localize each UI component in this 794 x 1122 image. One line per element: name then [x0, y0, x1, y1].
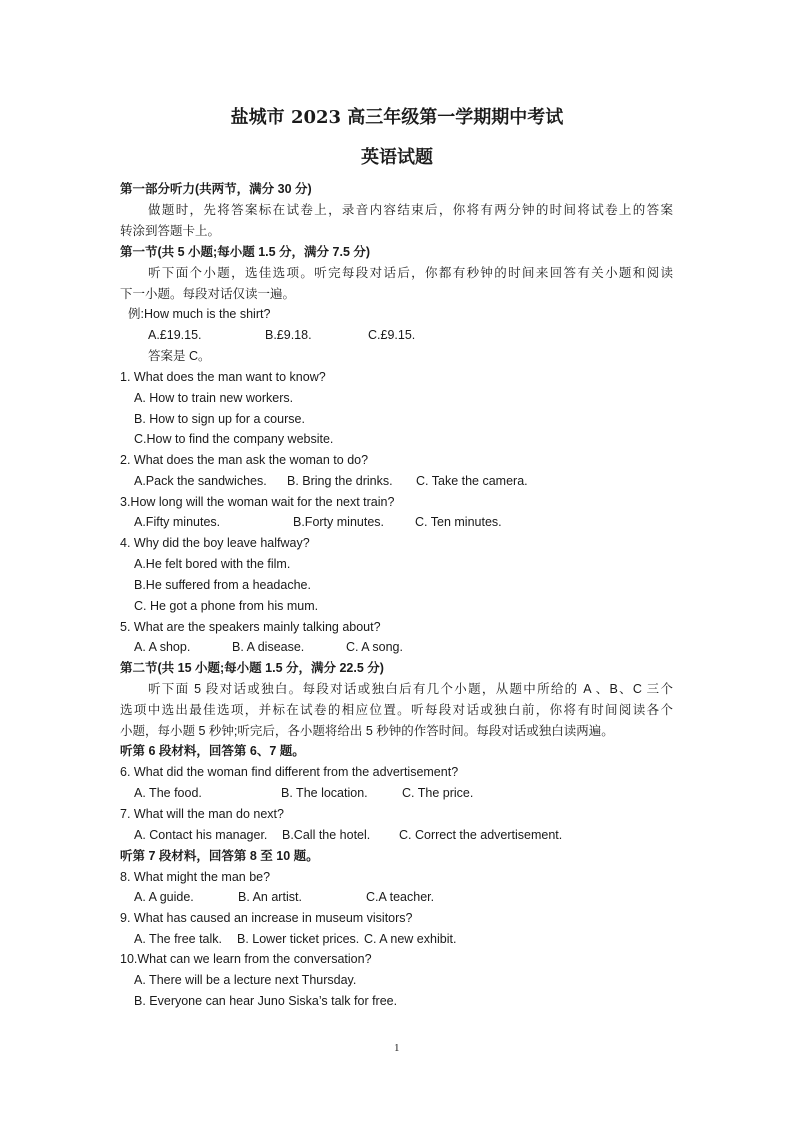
question-text: 2. What does the man ask the woman to do? [120, 453, 369, 467]
section1-instruction-line: 下一小题。每段对话仅读一遍。 [120, 287, 296, 301]
example-option: B.£9.18. [265, 328, 312, 342]
example-answer: 答案是 C。 [148, 349, 211, 363]
option-a: A. Contact his manager. [134, 828, 268, 842]
question-text: 3.How long will the woman wait for the next train? [120, 495, 395, 509]
option-c: C.How to find the company website. [134, 432, 334, 446]
option-b: B.Call the hotel. [282, 828, 371, 842]
example-question: 例:How much is the shirt? [128, 307, 271, 321]
material-heading: 听第 7 段材料，回答第 8 至 10 题。 [120, 849, 319, 863]
option-c: C. A new exhibit. [364, 932, 457, 946]
question-text: 8. What might the man be? [120, 870, 271, 884]
option-c: C. He got a phone from his mum. [134, 599, 319, 613]
option-b: B. Lower ticket prices. [237, 932, 360, 946]
option-c: C. Take the camera. [416, 474, 528, 488]
option-b: B. A disease. [232, 640, 305, 654]
exam-subtitle: 英语试题 [361, 147, 433, 168]
option-b: B.He suffered from a headache. [134, 578, 311, 592]
section1-heading: 第一节(共 5 小题;每小题 1.5 分，满分 7.5 分) [120, 245, 371, 259]
option-a: A. The food. [134, 786, 202, 800]
option-b: B. Everyone can hear Juno Siska’s talk for free. [134, 994, 398, 1008]
option-b: B.Forty minutes. [293, 515, 384, 529]
option-c: C.A teacher. [366, 890, 435, 904]
section2-instruction-line: 小题，每小题 5 秒钟;听完后，各小题将给出 5 秒钟的作答时间。每段对话或独白读两遍。 [120, 724, 614, 738]
option-b: B. How to sign up for a course. [134, 412, 305, 426]
part1-heading: 第一部分听力(共两节，满分 30 分) [120, 182, 312, 196]
page-number: 1 [394, 1042, 400, 1054]
option-b: B. An artist. [238, 890, 302, 904]
question-text: 6. What did the woman find different from the advertisement? [120, 765, 459, 779]
option-c: C. Correct the advertisement. [399, 828, 563, 842]
option-c: C. A song. [346, 640, 403, 654]
part1-instruction-line: 转涂到答题卡上。 [120, 224, 221, 238]
section2-instruction-line: 选项中选出最佳选项，并标在试卷的相应位置。听每段对话或独白前，你将有时间阅读各个 [120, 703, 673, 717]
example-option: A.£19.15. [148, 328, 202, 342]
material-heading: 听第 6 段材料，回答第 6、7 题。 [120, 744, 305, 758]
question-text: 5. What are the speakers mainly talking about? [120, 620, 381, 634]
section2-heading: 第二节(共 15 小题;每小题 1.5 分，满分 22.5 分) [120, 661, 384, 675]
option-a: A. There will be a lecture next Thursday. [134, 973, 357, 987]
option-b: B. Bring the drinks. [287, 474, 393, 488]
section2-instruction-line: 听下面 5 段对话或独白。每段对话或独白后有几个小题，从题中所给的 A 、B、C 三个 [148, 682, 673, 696]
option-a: A.Fifty minutes. [134, 515, 221, 529]
option-a: A. A shop. [134, 640, 191, 654]
exam-title: 盐城市 2023 高三年级第一学期期中考试 [230, 107, 564, 128]
option-a: A. The free talk. [134, 932, 223, 946]
question-text: 7. What will the man do next? [120, 807, 284, 821]
option-c: C. Ten minutes. [415, 515, 502, 529]
option-a: A. How to train new workers. [134, 391, 294, 405]
option-a: A.Pack the sandwiches. [134, 474, 267, 488]
example-option: C.£9.15. [368, 328, 416, 342]
question-text: 1. What does the man want to know? [120, 370, 326, 384]
question-text: 9. What has caused an increase in museum visitors? [120, 911, 413, 925]
option-a: A. A guide. [134, 890, 194, 904]
section1-instruction-line: 听下面个小题，选佳选项。听完每段对话后，你都有秒钟的时间来回答有关小题和阅读 [148, 266, 673, 280]
question-text: 4. Why did the boy leave halfway? [120, 536, 310, 550]
question-text: 10.What can we learn from the conversation? [120, 952, 372, 966]
option-c: C. The price. [402, 786, 474, 800]
option-a: A.He felt bored with the film. [134, 557, 291, 571]
part1-instruction-line: 做题时，先将答案标在试卷上，录音内容结束后，你将有两分钟的时间将试卷上的答案 [148, 203, 673, 217]
option-b: B. The location. [281, 786, 368, 800]
